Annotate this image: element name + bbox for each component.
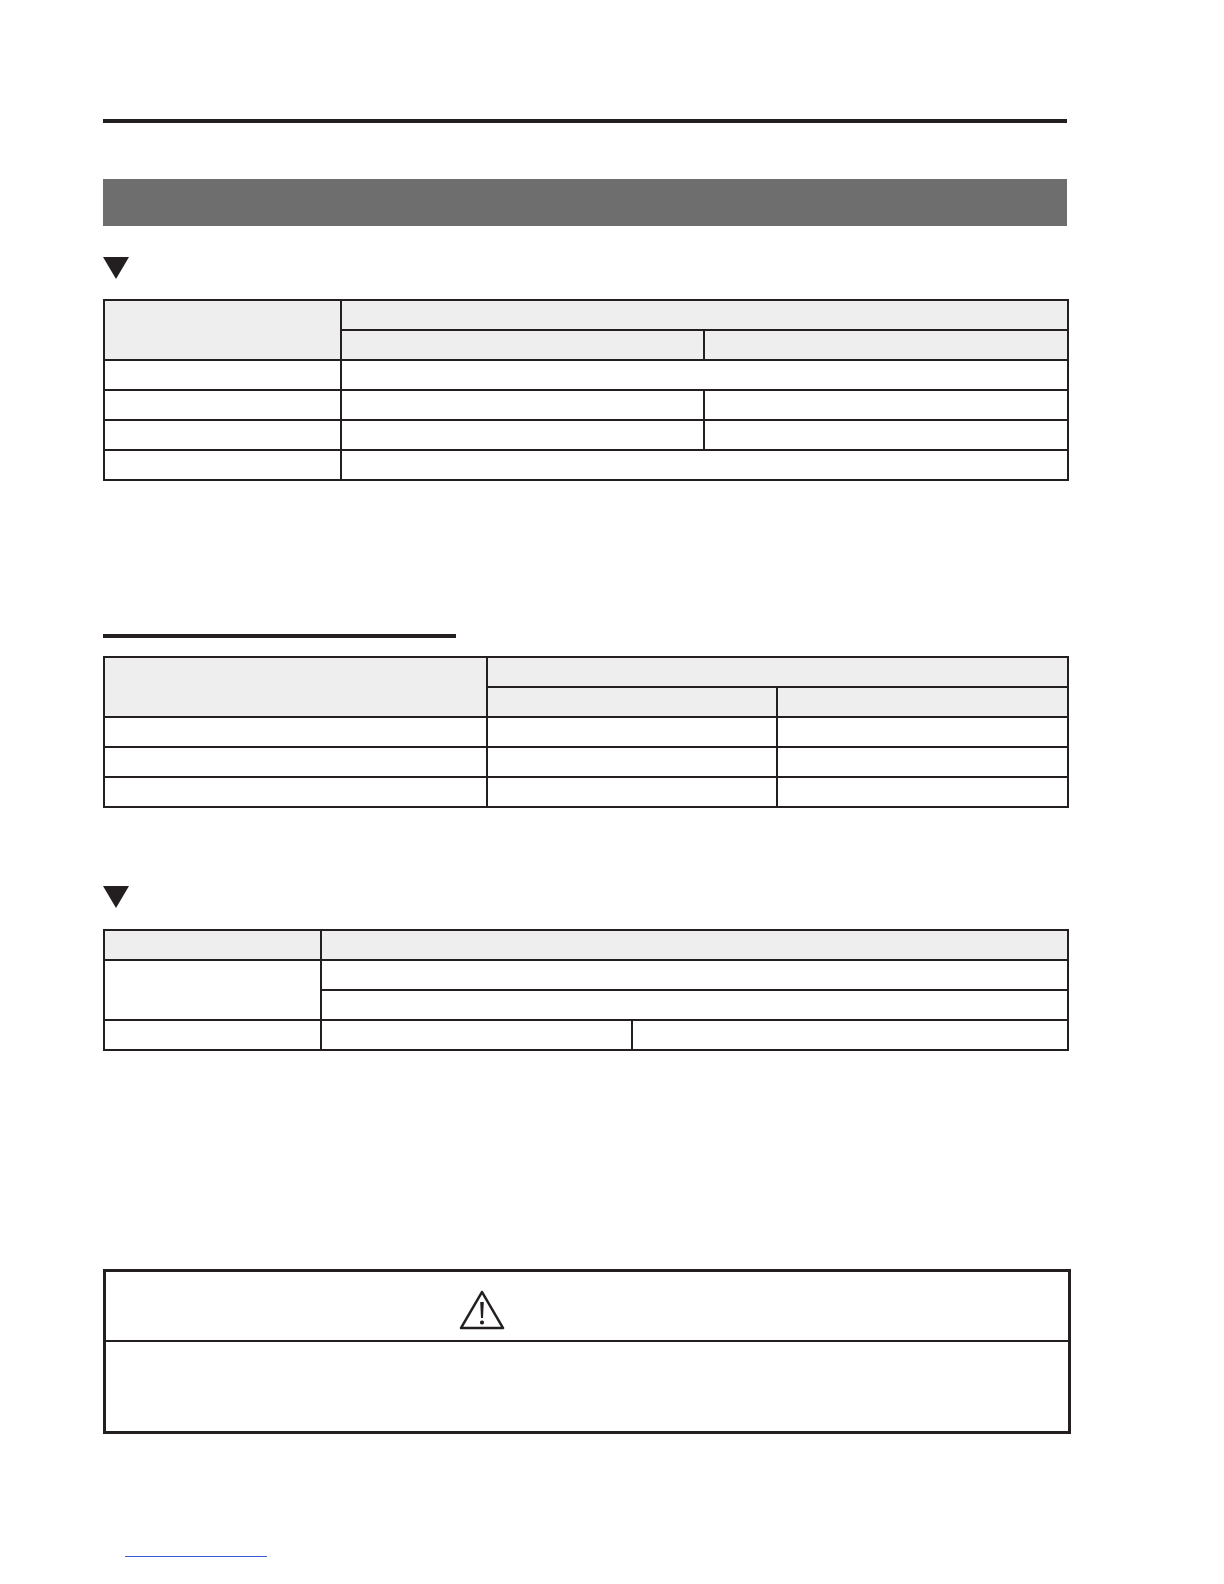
table-cell xyxy=(777,717,1068,747)
header-cell xyxy=(104,657,487,717)
table-cell xyxy=(104,747,487,777)
table-cell xyxy=(487,777,777,807)
header-cell xyxy=(704,330,1068,360)
table-row xyxy=(104,717,1068,747)
warning-triangle-icon xyxy=(458,1289,506,1331)
header-cell xyxy=(104,300,341,360)
spec-table-2 xyxy=(103,656,1069,808)
table-cell xyxy=(321,1020,632,1050)
caution-divider xyxy=(106,1340,1068,1342)
table-row xyxy=(104,1020,1068,1050)
header-cell xyxy=(341,300,1068,330)
caution-box xyxy=(103,1269,1071,1434)
table-cell xyxy=(341,450,1068,480)
header-cell xyxy=(104,930,321,960)
section-title-bar xyxy=(103,179,1067,226)
table-row xyxy=(104,450,1068,480)
table-cell xyxy=(487,717,777,747)
triangle-marker-icon xyxy=(103,257,129,279)
table-row xyxy=(104,960,1068,990)
header-cell xyxy=(321,930,1068,960)
table-header-row xyxy=(104,300,1068,330)
footer-link-line xyxy=(125,1556,267,1557)
header-cell xyxy=(487,657,1068,687)
header-cell xyxy=(777,687,1068,717)
table-cell xyxy=(341,390,704,420)
table-cell xyxy=(104,960,321,1020)
table-cell xyxy=(777,747,1068,777)
table-row xyxy=(104,777,1068,807)
table-row xyxy=(104,420,1068,450)
table-header-row xyxy=(104,657,1068,687)
table-cell xyxy=(704,420,1068,450)
table-cell xyxy=(104,390,341,420)
table-cell xyxy=(487,747,777,777)
table-cell xyxy=(104,360,341,390)
table-cell xyxy=(341,360,1068,390)
table-cell xyxy=(104,450,341,480)
header-cell xyxy=(487,687,777,717)
spec-table-1 xyxy=(103,299,1069,481)
subsection-underline xyxy=(103,634,456,638)
table-cell xyxy=(104,1020,321,1050)
header-cell xyxy=(341,330,704,360)
table-header-row xyxy=(104,930,1068,960)
table-cell xyxy=(777,777,1068,807)
table-row xyxy=(104,360,1068,390)
table-cell xyxy=(632,1020,1068,1050)
table-cell xyxy=(704,390,1068,420)
table-cell xyxy=(341,420,704,450)
table-cell xyxy=(104,777,487,807)
table-cell xyxy=(104,717,487,747)
triangle-marker-icon xyxy=(103,886,129,908)
table-cell xyxy=(104,420,341,450)
table-cell xyxy=(321,960,1068,990)
table-cell xyxy=(321,990,1068,1020)
table-row xyxy=(104,747,1068,777)
table-row xyxy=(104,390,1068,420)
top-rule xyxy=(103,119,1067,123)
spec-table-3 xyxy=(103,929,1069,1051)
